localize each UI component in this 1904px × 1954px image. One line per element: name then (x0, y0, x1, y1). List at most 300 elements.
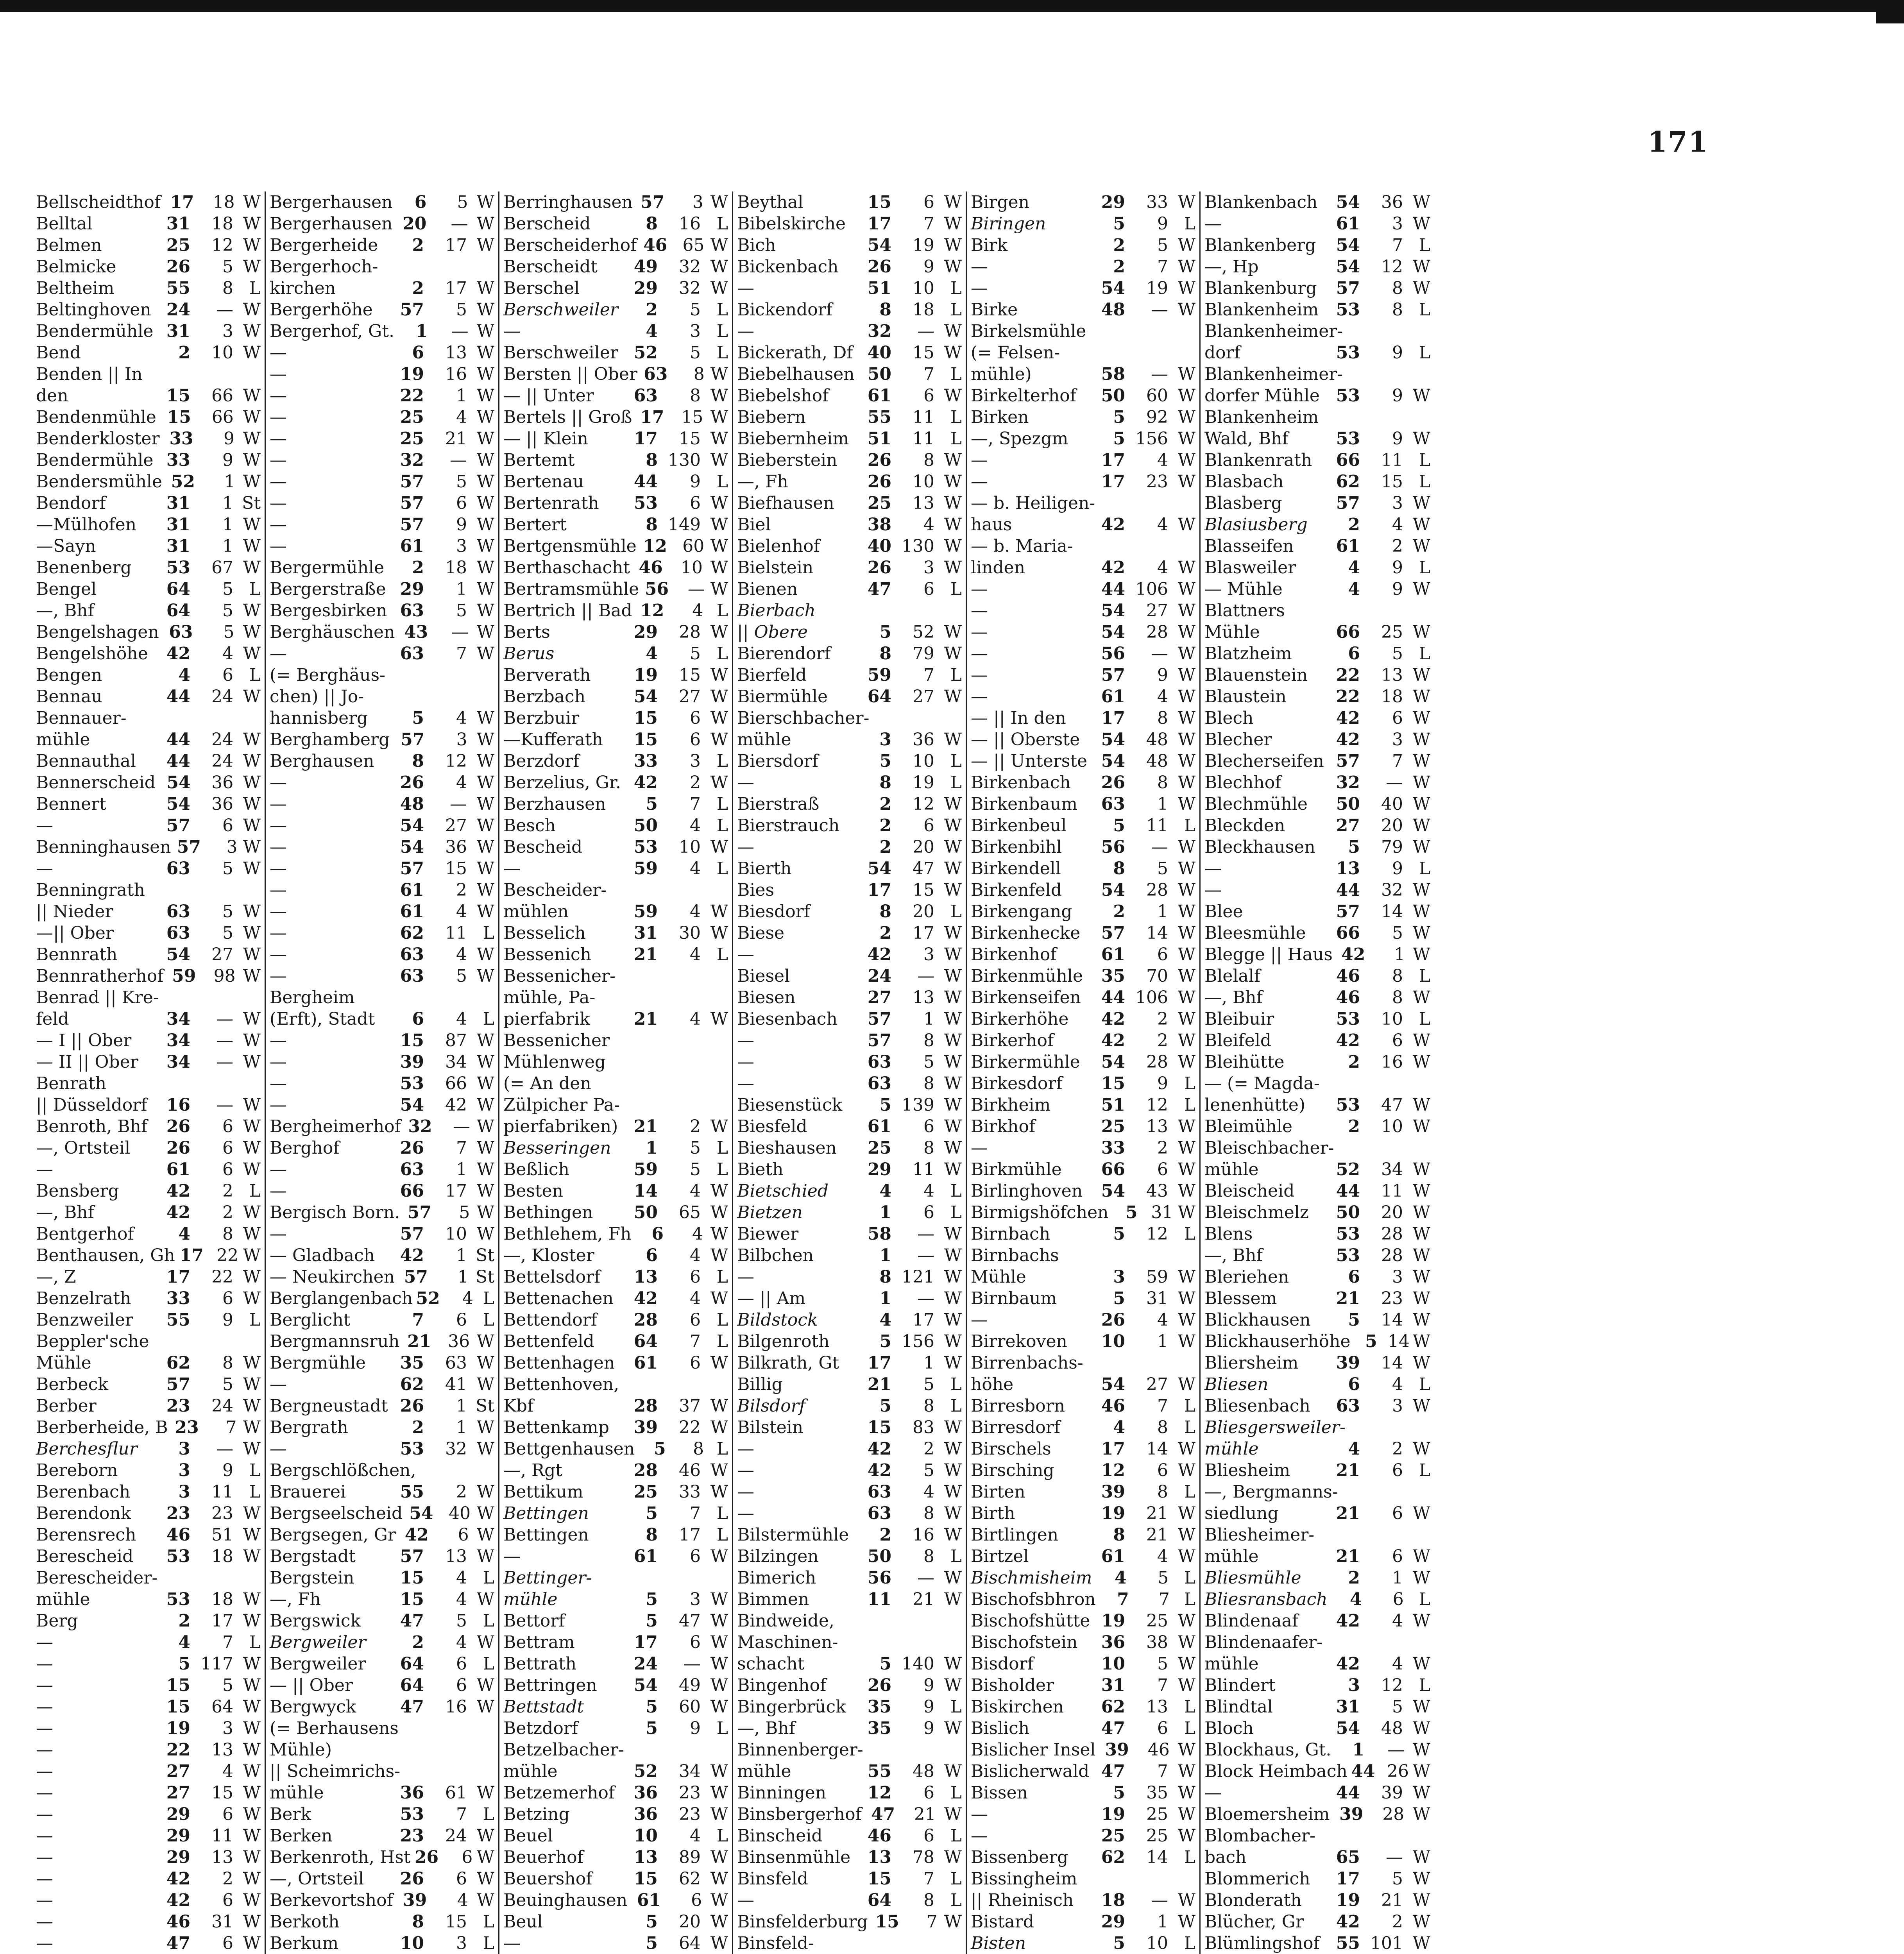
gazetteer-entry (737, 1567, 962, 1589)
type-code: L (950, 751, 962, 771)
type-code: W (1177, 880, 1195, 900)
map-number: 59 (633, 1160, 658, 1179)
gazetteer-entry (971, 514, 1195, 535)
sheet-number: 9 (222, 1310, 233, 1330)
type-code: W (243, 1826, 261, 1846)
map-number: 42 (166, 644, 190, 664)
sheet-number: 2 (690, 773, 701, 793)
sheet-number: 9 (1392, 558, 1403, 578)
map-number: 53 (1336, 1245, 1360, 1265)
type-code: W (944, 816, 962, 836)
type-code: W (1177, 1632, 1195, 1652)
sheet-number: 2 (1392, 1439, 1403, 1459)
gazetteer-entry (737, 1739, 962, 1761)
type-code: W (1177, 773, 1195, 793)
type-code: L (950, 278, 962, 298)
type-code: W (1412, 1181, 1430, 1201)
place-name: Bilstermühle (737, 1525, 849, 1545)
gazetteer-entry (503, 600, 728, 621)
gazetteer-entry (971, 836, 1195, 858)
type-code: W (944, 1117, 962, 1136)
place-name: Bergisch Born. (270, 1202, 400, 1222)
place-name: Bliesransbach (1204, 1589, 1328, 1609)
map-number: 23 (175, 1417, 199, 1437)
type-code: W (710, 1546, 728, 1566)
place-name: (= Felsen- (971, 343, 1060, 363)
place-name: mühlen (503, 902, 569, 922)
sheet-number: 6 (222, 1160, 233, 1179)
type-code: W (476, 1374, 494, 1394)
map-number: 35 (867, 1718, 891, 1738)
place-name: höhe (971, 1374, 1014, 1394)
place-name: Birgen (971, 192, 1029, 212)
place-name: Blasseifen (1204, 536, 1294, 556)
map-number: 2 (1348, 1052, 1360, 1072)
place-name: — (971, 1310, 988, 1330)
map-number: 33 (166, 450, 190, 470)
sheet-number: — (216, 1009, 233, 1029)
type-code: W (944, 1589, 962, 1609)
place-name: Bieberstein (737, 450, 837, 470)
gazetteer-entry (737, 1223, 962, 1245)
gazetteer-entry (971, 707, 1195, 729)
sheet-number: 6 (1392, 1546, 1403, 1566)
map-number: 39 (1336, 1353, 1360, 1373)
map-number: 13 (867, 1847, 891, 1867)
map-number: 15 (867, 192, 891, 212)
sheet-number: 4 (690, 1245, 701, 1265)
sheet-number: 18 (913, 300, 934, 320)
sheet-number: 1 (1157, 1331, 1168, 1351)
map-number: 5 (879, 1654, 891, 1674)
map-number: 46 (867, 1826, 891, 1846)
place-name: Bergmühle (270, 1353, 366, 1373)
gazetteer-entry (270, 514, 494, 535)
map-number: 4 (178, 665, 190, 685)
place-name: Blasweiler (1204, 558, 1296, 578)
map-number: 15 (867, 1417, 891, 1437)
gazetteer-entry (737, 750, 962, 772)
map-number: 2 (879, 837, 891, 857)
sheet-number: 9 (1392, 859, 1403, 879)
type-code: W (243, 429, 261, 449)
type-code: W (944, 1009, 962, 1029)
sheet-number: 4 (456, 708, 467, 728)
map-number: 1 (879, 1245, 891, 1265)
sheet-number: 8 (222, 1224, 233, 1244)
map-number: 57 (166, 1374, 190, 1394)
map-number: 31 (166, 536, 190, 556)
map-number: 64 (400, 1654, 424, 1674)
gazetteer-entry (737, 1868, 962, 1890)
type-code: W (710, 364, 728, 384)
sheet-number: 7 (690, 1331, 701, 1351)
type-code: W (1412, 730, 1430, 750)
gazetteer-entry (503, 858, 728, 879)
type-code: W (243, 450, 261, 470)
map-number: 59 (867, 665, 891, 685)
gazetteer-entry (971, 1417, 1195, 1438)
sheet-number: 12 (445, 751, 467, 771)
map-number: 53 (633, 837, 658, 857)
type-code: W (944, 1568, 962, 1588)
type-code: W (944, 214, 962, 234)
place-name: Bliesmühle (1204, 1568, 1301, 1588)
sheet-number: 4 (1157, 1310, 1168, 1330)
place-name: Beltinghoven (36, 300, 151, 320)
sheet-number: 9 (1157, 665, 1168, 685)
place-name: Berghamberg (270, 730, 390, 750)
sheet-number: 6 (222, 1138, 233, 1158)
sheet-number: — (450, 794, 467, 814)
gazetteer-entry (737, 1911, 962, 1933)
gazetteer-entry (1204, 750, 1430, 772)
type-code: W (1412, 1160, 1430, 1179)
sheet-number: 9 (456, 515, 467, 535)
map-number: 61 (867, 1117, 891, 1136)
gazetteer-entry (36, 1352, 261, 1374)
sheet-number: 4 (923, 515, 934, 535)
sheet-number: 8 (693, 1439, 704, 1459)
place-name: Bessenicher- (503, 966, 616, 986)
type-code: W (1412, 1202, 1430, 1222)
type-code: L (950, 407, 962, 427)
map-number: 21 (633, 1117, 658, 1136)
map-number: 44 (1101, 988, 1125, 1007)
map-number: 17 (867, 880, 891, 900)
place-name: — Mühle (1204, 579, 1283, 599)
sheet-number: 9 (690, 1718, 701, 1738)
gazetteer-entry (737, 1008, 962, 1030)
type-code: W (243, 902, 261, 922)
type-code: W (710, 407, 728, 427)
place-name: Berghof (270, 1138, 340, 1158)
place-name: Bettingen (503, 1503, 589, 1523)
type-code: W (476, 751, 494, 771)
gazetteer-entry (270, 1460, 494, 1481)
gazetteer-entry (971, 1761, 1195, 1782)
place-name: Benenberg (36, 558, 132, 578)
type-code: W (1177, 407, 1195, 427)
sheet-number: 6 (458, 1525, 469, 1545)
sheet-number: 9 (923, 1718, 934, 1738)
sheet-number: 16 (913, 1525, 934, 1545)
sheet-number: 6 (690, 730, 701, 750)
map-number: 29 (400, 579, 424, 599)
sheet-number: 22 (211, 1267, 233, 1287)
gazetteer-entry (270, 342, 494, 363)
map-number: 54 (867, 859, 891, 879)
place-name: Bierschbacher- (737, 708, 870, 728)
map-number: 44 (1336, 1181, 1360, 1201)
gazetteer-entry (1204, 1481, 1430, 1503)
map-number: 54 (166, 945, 190, 964)
gazetteer-entry (737, 1481, 962, 1503)
sheet-number: 1 (456, 579, 467, 599)
gazetteer-entry (1204, 1309, 1430, 1331)
place-name: — (270, 515, 287, 535)
gazetteer-entry (36, 901, 261, 922)
type-code: W (1177, 1740, 1195, 1760)
gazetteer-entry (36, 428, 261, 449)
gazetteer-entry (737, 557, 962, 578)
gazetteer-entry (270, 1524, 494, 1546)
place-name: Bettingen (503, 1525, 589, 1545)
map-number: 42 (166, 1869, 190, 1889)
type-code: W (710, 1697, 728, 1717)
type-code: W (1177, 902, 1195, 922)
type-code: L (950, 429, 962, 449)
type-code: L (483, 1654, 494, 1674)
place-name: Bergseelscheid (270, 1503, 403, 1523)
place-name: Birkenbaum (971, 794, 1077, 814)
gazetteer-entry (36, 1137, 261, 1159)
gazetteer-entry (270, 1374, 494, 1395)
sheet-number: 61 (445, 1783, 467, 1803)
gazetteer-entry (1204, 256, 1430, 277)
gazetteer-entry (737, 1180, 962, 1202)
type-code: W (1177, 859, 1195, 879)
gazetteer-entry (737, 1051, 962, 1073)
place-name: Birkhof (971, 1117, 1036, 1136)
map-number: 46 (166, 1525, 190, 1545)
gazetteer-entry (270, 1288, 494, 1309)
type-code: L (249, 1482, 261, 1502)
place-name: Bliesenbach (1204, 1396, 1310, 1416)
place-name: Bergerhausen (270, 192, 393, 212)
place-name: Bilbchen (737, 1245, 814, 1265)
place-name: — (737, 1890, 754, 1910)
gazetteer-entry (503, 514, 728, 535)
map-number: 6 (646, 1245, 658, 1265)
map-number: 26 (166, 1138, 190, 1158)
type-code: W (710, 450, 728, 470)
gazetteer-entry (1204, 1546, 1430, 1567)
type-code: W (1177, 1890, 1195, 1910)
type-code: W (944, 1331, 962, 1351)
map-number: 55 (166, 278, 190, 298)
place-name: — (971, 644, 988, 664)
gazetteer-entry (1204, 1825, 1430, 1847)
gazetteer-entry (737, 1632, 962, 1653)
gazetteer-entry (1204, 1030, 1430, 1051)
gazetteer-entry (971, 1266, 1195, 1288)
type-code: W (944, 1417, 962, 1437)
map-number: 5 (879, 1396, 891, 1416)
type-code: W (710, 1869, 728, 1889)
gazetteer-entry (971, 1589, 1195, 1610)
type-code: W (944, 1160, 962, 1179)
sheet-number: 1 (456, 1160, 467, 1179)
place-name: Bennratherhof (36, 966, 164, 986)
map-number: 62 (400, 923, 424, 943)
type-code: W (944, 730, 962, 750)
place-name: Bleischeid (1204, 1181, 1295, 1201)
map-number: 5 (646, 794, 658, 814)
sheet-number: 130 (668, 450, 701, 470)
type-code: W (1412, 1611, 1430, 1631)
gazetteer-entry (503, 664, 728, 686)
type-code: W (944, 880, 962, 900)
place-name: — (503, 321, 521, 341)
type-code: W (476, 1202, 494, 1222)
gazetteer-entry (36, 643, 261, 664)
gazetteer-entry (270, 1266, 494, 1288)
type-code: W (944, 1503, 962, 1523)
gazetteer-entry (1204, 707, 1430, 729)
map-number: 63 (644, 364, 668, 384)
gazetteer-entry (1204, 836, 1430, 858)
gazetteer-entry (503, 987, 728, 1008)
place-name: Birrekoven (971, 1331, 1067, 1351)
place-name: — (737, 1503, 754, 1523)
type-code: W (243, 1804, 261, 1824)
place-name: Bliesen (1204, 1374, 1269, 1394)
place-name: — (971, 472, 988, 492)
map-number: 42 (166, 1890, 190, 1910)
sheet-number: 14 (1146, 1439, 1168, 1459)
gazetteer-entry (270, 320, 494, 342)
gazetteer-entry (270, 1610, 494, 1632)
sheet-number: 6 (1157, 1718, 1168, 1738)
type-code: W (944, 837, 962, 857)
gazetteer-entry (971, 750, 1195, 772)
map-number: 8 (646, 450, 658, 470)
sheet-number: 2 (456, 1482, 467, 1502)
sheet-number: 6 (1157, 1460, 1168, 1480)
sheet-number: 21 (1146, 1503, 1168, 1523)
type-code: W (710, 1654, 728, 1674)
place-name: Betzelbacher- (503, 1740, 624, 1760)
sheet-number: 22 (217, 1245, 239, 1265)
type-code: W (476, 1331, 494, 1351)
gazetteer-entry (1204, 342, 1430, 363)
type-code: W (476, 472, 494, 492)
sheet-number: 48 (1146, 751, 1168, 771)
place-name: Binsfeld (737, 1869, 808, 1889)
sheet-number: 6 (923, 1202, 934, 1222)
type-code: W (476, 1525, 494, 1545)
sheet-number: 8 (923, 450, 934, 470)
place-name: — (270, 493, 287, 513)
map-number: 5 (1113, 214, 1125, 234)
place-name: — (36, 1847, 53, 1867)
place-name: Bieth (737, 1160, 784, 1179)
gazetteer-entry (503, 1245, 728, 1266)
map-number: 15 (166, 386, 190, 406)
type-code: L (950, 300, 962, 320)
map-number: 17 (633, 429, 658, 449)
type-code: W (944, 1138, 962, 1158)
type-code: W (1177, 364, 1195, 384)
gazetteer-entry (1204, 234, 1430, 256)
type-code: L (1184, 1482, 1195, 1502)
sheet-number: 106 (1135, 579, 1168, 599)
place-name: Bersten || Ober (503, 364, 637, 384)
map-number: 19 (400, 364, 424, 384)
sheet-number: — (451, 214, 468, 234)
sheet-number: 4 (690, 816, 701, 836)
gazetteer-entry (971, 1331, 1195, 1352)
sheet-number: 4 (1157, 1546, 1168, 1566)
type-code: W (476, 1869, 494, 1889)
map-number: 15 (400, 1589, 424, 1609)
place-name: || Obere (737, 622, 808, 642)
place-name: Betzing (503, 1804, 570, 1824)
sheet-number: 31 (211, 1912, 233, 1932)
place-name: Bingerbrück (737, 1697, 846, 1717)
sheet-number: 40 (1381, 794, 1403, 814)
map-number: 17 (867, 214, 891, 234)
map-number: 17 (1101, 450, 1125, 470)
place-name: — (270, 794, 287, 814)
type-code: L (483, 1310, 494, 1330)
type-code: W (476, 1353, 494, 1373)
map-number: 26 (867, 1675, 891, 1695)
place-name: Bettorf (503, 1611, 565, 1631)
gazetteer-entry (270, 1180, 494, 1202)
place-name: Bergerhausen (270, 214, 393, 234)
map-number: 63 (166, 902, 190, 922)
sheet-number: 14 (1146, 923, 1168, 943)
sheet-number: 6 (1157, 1160, 1168, 1179)
map-number: 33 (633, 751, 658, 771)
gazetteer-entry (270, 879, 494, 901)
gazetteer-entry (270, 1417, 494, 1438)
sheet-number: 66 (445, 1074, 467, 1093)
gazetteer-entry (503, 406, 728, 428)
place-name: Blens (1204, 1224, 1253, 1244)
map-number: 57 (404, 1267, 428, 1287)
sheet-number: 7 (1157, 1396, 1168, 1416)
type-code: W (944, 1675, 962, 1695)
type-code: W (476, 1417, 494, 1437)
place-name: mühle (1204, 1439, 1259, 1459)
map-number: 6 (1348, 644, 1360, 664)
type-code: L (1419, 558, 1430, 578)
sheet-number: 5 (1158, 1568, 1169, 1588)
gazetteer-entry (270, 578, 494, 600)
gazetteer-entry (36, 1073, 261, 1094)
sheet-number: 3 (226, 837, 238, 857)
gazetteer-entry (737, 836, 962, 858)
map-number: 23 (400, 1826, 424, 1846)
type-code: W (710, 1396, 728, 1416)
gazetteer-entry (737, 686, 962, 707)
type-code: W (1412, 257, 1430, 277)
type-code: W (1412, 1847, 1430, 1867)
place-name: Bisholder (971, 1675, 1054, 1695)
sheet-number: 8 (923, 1503, 934, 1523)
place-name: Blankenheim (1204, 300, 1319, 320)
sheet-number: 6 (923, 386, 934, 406)
map-number: 26 (400, 773, 424, 793)
map-number: 31 (1101, 1675, 1125, 1695)
map-number: 8 (879, 902, 891, 922)
sheet-number: 11 (1146, 816, 1168, 836)
gazetteer-entry (36, 320, 261, 342)
sheet-number: 7 (923, 665, 934, 685)
gazetteer-entry (971, 1567, 1195, 1589)
map-number: 8 (646, 515, 658, 535)
gazetteer-entry (737, 1309, 962, 1331)
type-code: W (944, 1074, 962, 1093)
map-number: 2 (412, 558, 424, 578)
sheet-number: 51 (211, 1525, 233, 1545)
type-code: W (944, 1267, 962, 1287)
gazetteer-entry (270, 1159, 494, 1180)
sheet-number: 5 (456, 1611, 467, 1631)
